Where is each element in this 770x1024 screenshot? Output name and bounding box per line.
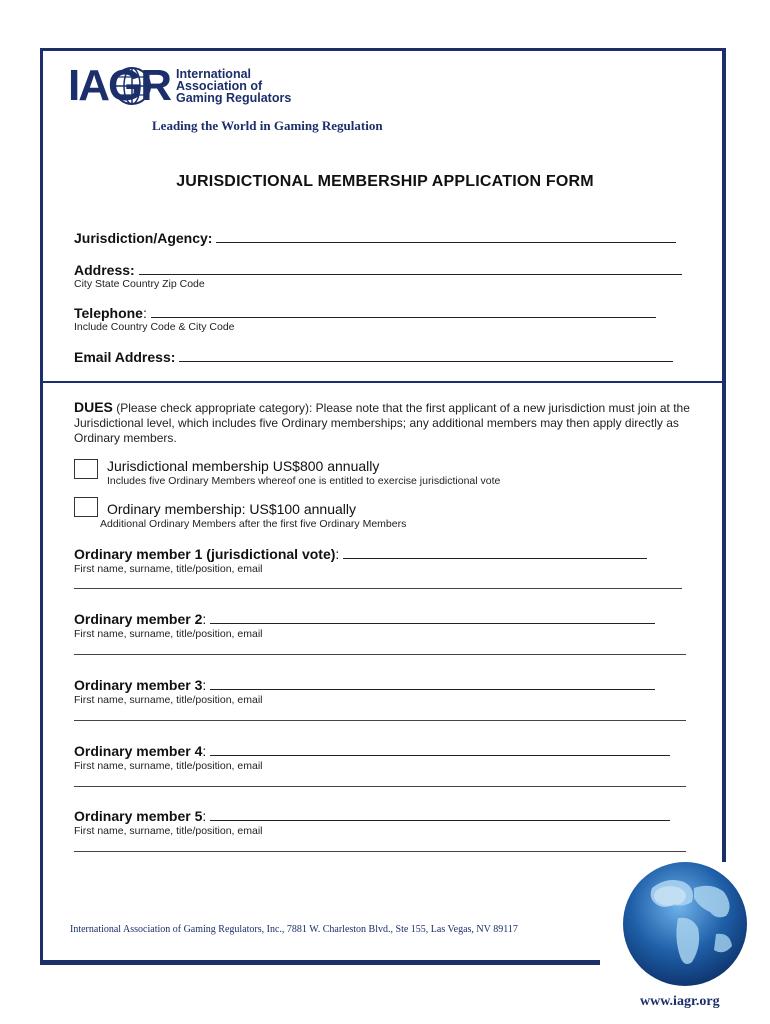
member-2-colon: : — [202, 611, 211, 627]
dues-paragraph — [74, 400, 696, 446]
member-5-hint: First name, surname, title/position, email — [74, 825, 263, 837]
jurisdiction-field[interactable] — [74, 230, 676, 246]
member-5-colon: : — [202, 808, 211, 824]
member-4-second-line[interactable] — [74, 786, 686, 787]
member-3-label: Ordinary member 3 — [74, 677, 203, 693]
earth-globe-icon — [612, 858, 758, 988]
logo-name-line: Association of — [176, 79, 263, 93]
telephone-line[interactable] — [151, 305, 656, 318]
member-1-field[interactable] — [74, 546, 647, 562]
member-2-field[interactable] — [74, 611, 655, 627]
email-line[interactable] — [179, 349, 673, 362]
logo-name-line: International — [176, 67, 252, 81]
member-2-hint: First name, surname, title/position, email — [74, 628, 263, 640]
telephone-colon: : — [142, 305, 151, 321]
address-label: Address: — [74, 262, 139, 278]
website-url[interactable]: www.iagr.org — [640, 994, 720, 1009]
address-field[interactable] — [74, 262, 682, 278]
logo-name-line: Gaming Regulators — [176, 91, 292, 105]
dues-heading: DUES — [74, 399, 113, 415]
member-2-label: Ordinary member 2 — [74, 611, 203, 627]
jurisdiction-line[interactable] — [216, 230, 676, 243]
member-5-second-line[interactable] — [74, 851, 686, 852]
logo-name — [176, 68, 291, 104]
email-field[interactable] — [74, 349, 673, 365]
member-3-second-line[interactable] — [74, 720, 686, 721]
member-4-hint: First name, surname, title/position, email — [74, 760, 263, 772]
member-1-line[interactable] — [343, 546, 647, 559]
member-4-label: Ordinary member 4 — [74, 743, 203, 759]
member-2-second-line[interactable] — [74, 654, 686, 655]
jurisdictional-option-label: Jurisdictional membership US$800 annually — [107, 458, 380, 474]
member-4-colon: : — [202, 743, 211, 759]
jurisdictional-option-note: Includes five Ordinary Members whereof one is entitled to exercise jurisdictional vote — [107, 475, 501, 487]
email-label: Email Address: — [74, 349, 180, 365]
footer-address: International Association of Gaming Regulators, Inc., 7881 W. Charleston Blvd., Ste 155, Las Vegas, NV 89117 — [70, 924, 518, 935]
member-3-hint: First name, surname, title/position, email — [74, 694, 263, 706]
member-4-field[interactable] — [74, 743, 670, 759]
member-1-label: Ordinary member 1 (jurisdictional vote) — [74, 546, 336, 562]
address-hint: City State Country Zip Code — [74, 278, 205, 290]
member-1-hint: First name, surname, title/position, email — [74, 563, 263, 575]
member-3-line[interactable] — [210, 677, 655, 690]
member-5-field[interactable] — [74, 808, 670, 824]
iagr-logo — [68, 60, 308, 112]
section-divider — [43, 381, 723, 383]
member-1-second-line[interactable] — [74, 588, 682, 589]
member-5-label: Ordinary member 5 — [74, 808, 203, 824]
member-2-line[interactable] — [210, 611, 655, 624]
ordinary-option-label: Ordinary membership: US$100 annually — [107, 501, 357, 517]
form-title: JURISDICTIONAL MEMBERSHIP APPLICATION FORM — [176, 173, 594, 190]
ordinary-option-note: Additional Ordinary Members after the first five Ordinary Members — [100, 518, 407, 530]
jurisdiction-label: Jurisdiction/Agency: — [74, 230, 217, 246]
address-line[interactable] — [139, 262, 682, 275]
telephone-label: Telephone — [74, 305, 143, 321]
member-3-colon: : — [202, 677, 211, 693]
iagr-logo-globe-icon — [112, 66, 152, 106]
telephone-field[interactable] — [74, 305, 656, 321]
logo-mark: IAGR — [68, 61, 170, 110]
jurisdictional-checkbox[interactable] — [74, 459, 98, 479]
dues-text: (Please check appropriate category): Please note that the first applicant of a new jurisdiction must join at the Jurisdictional level, which includes five Ordinary memberships; any additional members may then apply directly as Ordinary members. — [74, 401, 690, 445]
ordinary-checkbox[interactable] — [74, 497, 98, 517]
member-5-line[interactable] — [210, 808, 670, 821]
member-3-field[interactable] — [74, 677, 655, 693]
tagline: Leading the World in Gaming Regulation — [152, 118, 383, 133]
telephone-hint: Include Country Code & City Code — [74, 321, 235, 333]
member-4-line[interactable] — [210, 743, 670, 756]
member-1-colon: : — [335, 546, 344, 562]
